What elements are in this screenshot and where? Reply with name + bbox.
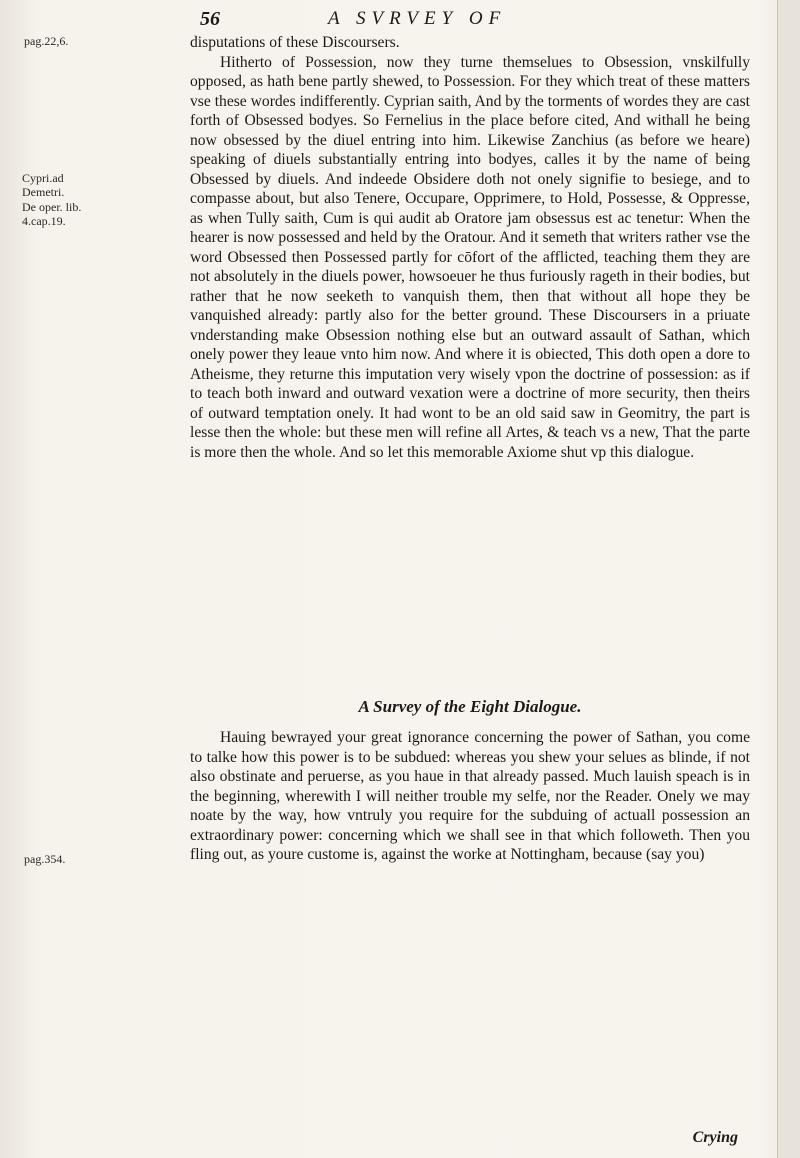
margin-note-zanchius: De oper. lib. 4.cap.19. xyxy=(22,200,82,228)
body-text xyxy=(190,33,750,462)
margin-note-cyprian: Cypri.ad Demetri. xyxy=(22,171,65,199)
catchword: Crying xyxy=(692,1129,738,1146)
facing-page-edge xyxy=(777,0,800,1158)
page-number: 56 xyxy=(200,8,220,30)
section-heading: A Survey of the Eight Dialogue. xyxy=(358,697,582,716)
paragraph-eighth-dialogue: Hauing bewrayed your great ignorance concerning the power of Sathan, you come to talke how this power is to be subdued: whereas you shew your selues as blinde, if not also obstinate and peruerse, as you haue in that already passed. Much lauish speach is in the beginning, wherewith I will neither trouble my selfe, nor the Reader. Onely we may noate by the way, how vntruly you require for the subduing of actuall possession an extraordinary power: concerning which we shall see in that which followeth. Then you fling out, as youre custome is, against the worke at Nottingham, because (say you) xyxy=(190,729,750,863)
section-text xyxy=(190,728,750,865)
margin-note-page-ref: pag.22,6. xyxy=(24,34,69,48)
paragraph-obsession: Hitherto of Possession, now they turne themselues to Obsession, vnskilfully opposed, as hath bene partly shewed, to Possession. For they which treat of these matters vse these wordes indifferently. Cyprian saith, And by the torments of wordes they are cast forth of Obsessed bodyes. So Fernelius in the place before cited, And withall he being now obsessed by the diuel entring into him. Likewise Zanchius (as before we heare) speaking of diuels substantially entring into bodyes, calles it by the name of being Obsessed by diuels. And indeede Obsidere doth not onely signifie to besiege, and to compasse about, but also Tenere, Occupare, Opprimere, to Hold, Possesse, & Oppresse, as when Tully saith, Cum is qui audit ab Oratore jam obsessus est ac tenetur: When the hearer is now possessed and held by the Oratour. And it semeth that writers rather vse the word Obsessed then Possessed partly for cōfort of the afflicted, teaching them they are not absolutely in the diuels power, howsoeuer he thus furiously rageth in their bodies, but rather that he now seeketh to vanquish them, then that without all hope they be vanquished already: partly also for the better ground. These Discoursers in a priuate vnderstanding make Obsession nothing else but an outward assault of Sathan, which onely power they leaue vnto him now. And where it is obiected, This doth open a dore to Atheisme, they returne this imputation very wisely vpon the doctrine of possession: as if to teach both inward and outward vexation were a doctrine of more security, then theirs of outward temptation onely. It had wont to be an old said saw in Geomitry, the part is lesse then the whole: but these men will refine all Artes, & teach vs a new, That the parte is more then the whole. And so let this memorable Axiome shut vp this dialogue. xyxy=(190,53,750,461)
margin-note-page-ref-2: pag.354. xyxy=(24,852,66,866)
paragraph-opening: disputations of these Discoursers. xyxy=(190,34,400,51)
page-header xyxy=(200,6,720,36)
running-head: A SVRVEY OF xyxy=(328,8,507,29)
